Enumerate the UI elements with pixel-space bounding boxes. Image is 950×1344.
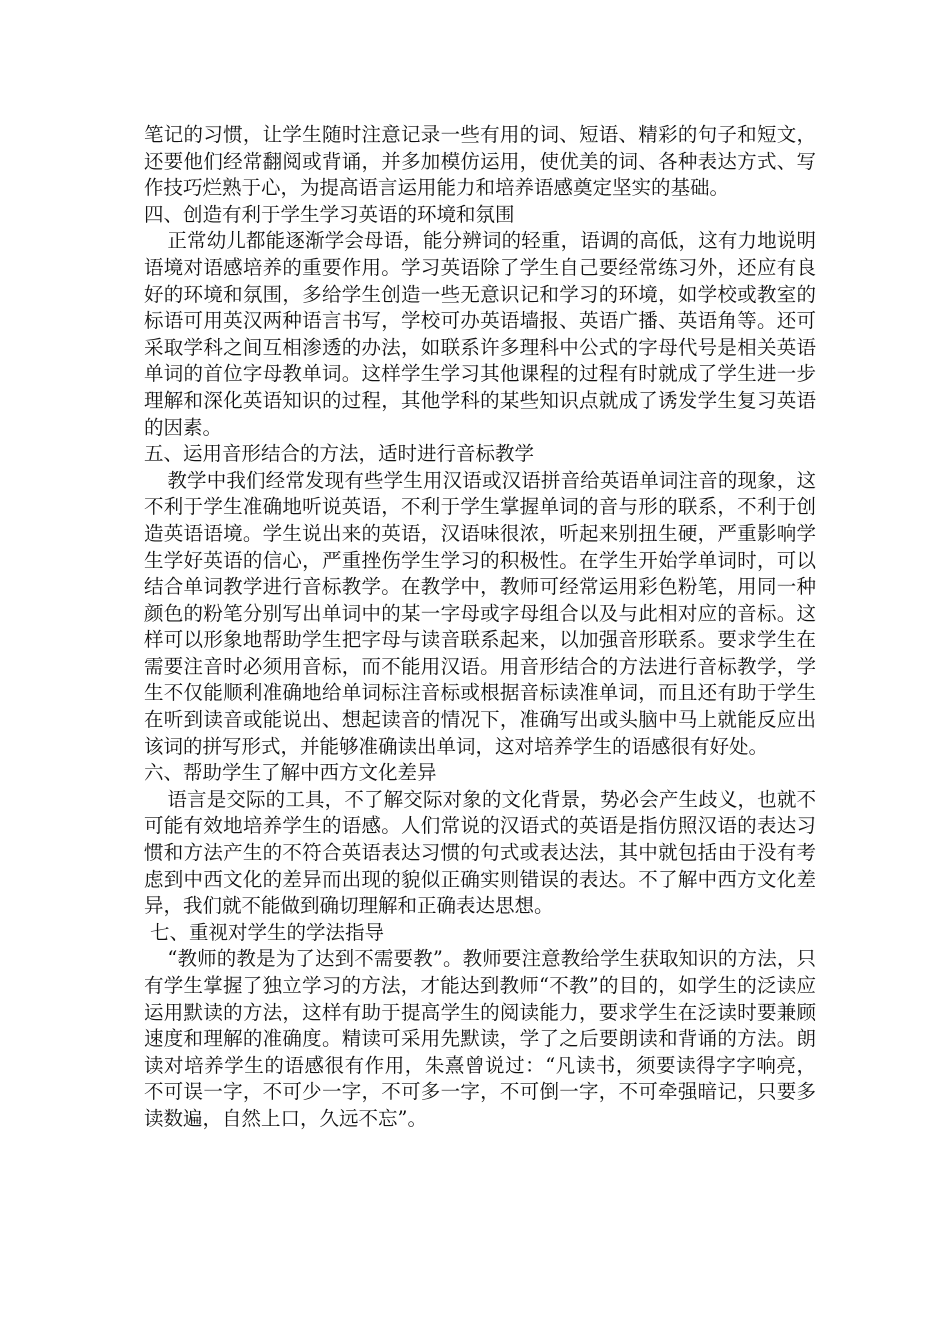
section-heading-4: 四、创造有利于学生学习英语的环境和氛围 bbox=[144, 202, 515, 226]
section-heading-5: 五、运用音形结合的方法，适时进行音标教学 bbox=[144, 442, 535, 466]
body-paragraph-section-6: 语言是交际的工具，不了解交际对象的文化背景，势必会产生歧义，也就不可能有效地培养学生的语感。人们常说的汉语式的英语是指仿照汉语的表达习惯和方法产生的不符合英语表达习惯的句式或表达法，其中就包括由于没有考虑到中西文化的差异而出现的貌似正确实则错误的表达。不了解中西方文化差异，我们就不能做到确切理解和正确表达思想。 bbox=[144, 787, 816, 918]
document-body bbox=[144, 122, 816, 1133]
section-heading-6: 六、帮助学生了解中西方文化差异 bbox=[144, 761, 437, 785]
body-paragraph-section-4: 正常幼儿都能逐渐学会母语，能分辨词的轻重，语调的高低，这有力地说明语境对语感培养的重要作用。学习英语除了学生自己要经常练习外，还应有良好的环境和氛围，多给学生创造一些无意识记和学习的环境，如学校或教室的标语可用英汉两种语言书写，学校可办英语墙报、英语广播、英语角等。还可采取学科之间互相渗透的办法，如联系许多理科中公式的字母代号是相关英语单词的首位字母教单词。这样学生学习其他课程的过程有时就成了学生进一步理解和深化英语知识的过程，其他学科的某些知识点就成了诱发学生复习英语的因素。 bbox=[144, 229, 816, 439]
body-paragraph-section-5: 教学中我们经常发现有些学生用汉语或汉语拼音给英语单词注音的现象，这不利于学生准确地听说英语，不利于学生掌握单词的音与形的联系，不利于创造英语语境。学生说出来的英语，汉语味很浓，听起来别扭生硬，严重影响学生学好英语的信心，严重挫伤学生学习的积极性。在学生开始学单词时，可以结合单词教学进行音标教学。在教学中，教师可经常运用彩色粉笔，用同一种颜色的粉笔分别写出单词中的某一字母或字母组合以及与此相对应的音标。这样可以形象地帮助学生把字母与读音联系起来，以加强音形联系。要求学生在需要注音时必须用音标，而不能用汉语。用音形结合的方法进行音标教学，学生不仅能顺利准确地给单词标注音标或根据音标读准单词，而且还有助于学生在听到读音或能说出、想起读音的情况下，准确写出或头脑中马上就能反应出该词的拼写形式，并能够准确读出单词，这对培养学生的语感很有好处。 bbox=[144, 468, 816, 758]
body-paragraph-section-7: “教师的教是为了达到不需要教”。教师要注意教给学生获取知识的方法，只有学生掌握了独立学习的方法，才能达到教师“不教”的目的，如学生的泛读应运用默读的方法，这样有助于提高学生的阅读能力，要求学生在泛读时要兼顾速度和理解的准确度。精读可采用先默读，学了之后要朗读和背诵的方法。朗读对培养学生的语感很有作用，朱熹曾说过：“凡读书，须要读得字字响亮，不可误一字，不可少一字，不可多一字，不可倒一字，不可牵强暗记，只要多读数遍，自然上口，久远不忘”。 bbox=[144, 947, 816, 1130]
body-paragraph-continued: 笔记的习惯，让学生随时注意记录一些有用的词、短语、精彩的句子和短文，还要他们经常翻阅或背诵，并多加模仿运用，使优美的词、各种表达方式、写作技巧烂熟于心，为提高语言运用能力和培养语感奠定坚实的基础。 bbox=[144, 123, 816, 200]
section-heading-7: 七、重视对学生的学法指导 bbox=[150, 920, 385, 944]
